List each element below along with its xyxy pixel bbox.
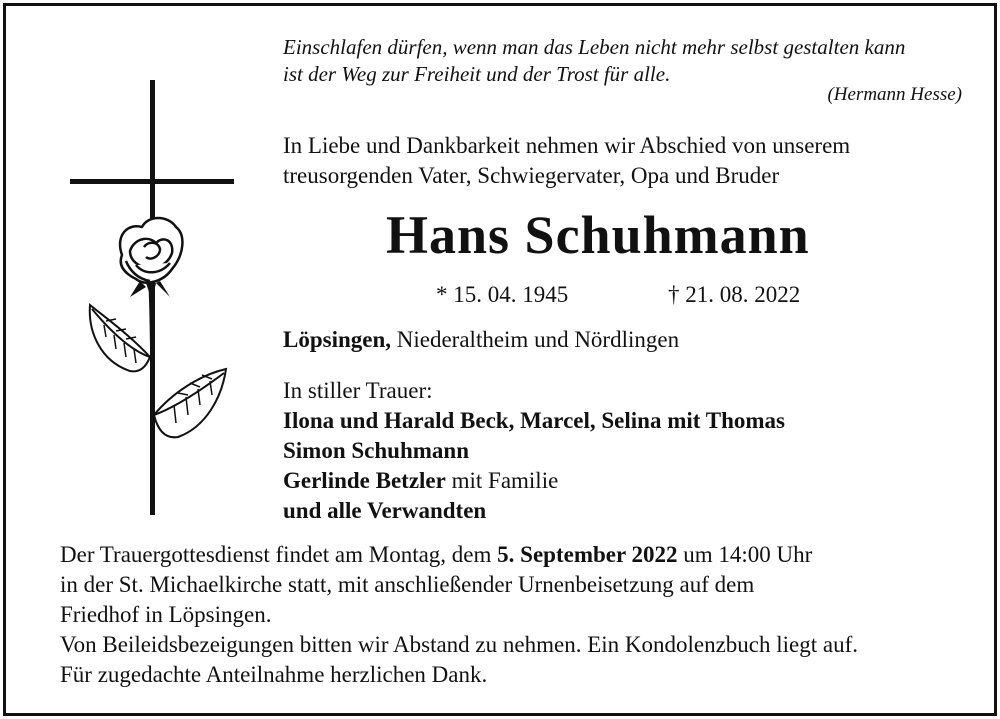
mourners-block xyxy=(283,376,785,526)
place-main: Löpsingen, xyxy=(283,327,392,352)
mourners-heading: In stiller Trauer: xyxy=(283,378,433,403)
mourner-suffix: mit Familie xyxy=(445,468,559,493)
hesse-quote xyxy=(283,34,905,88)
service-line xyxy=(60,540,858,570)
place-line xyxy=(283,327,679,353)
service-line: Friedhof in Löpsingen. xyxy=(60,602,272,627)
cross-with-rose-icon xyxy=(60,75,250,520)
thanks-line: Für zugedachte Anteilnahme herzlichen Dank. xyxy=(60,662,488,687)
service-text: Der Trauergottesdienst findet am Montag, dem xyxy=(60,542,498,567)
intro-text xyxy=(283,131,850,191)
birth-date: * 15. 04. 1945 xyxy=(436,282,569,307)
service-info xyxy=(60,540,858,660)
mourner-line: Simon Schuhmann xyxy=(283,438,469,463)
mourner-line: und alle Verwandten xyxy=(283,498,487,523)
quote-line: Einschlafen dürfen, wenn man das Leben nicht mehr selbst gestalten kann xyxy=(283,35,906,59)
service-line: in der St. Michaelkirche statt, mit anschließender Urnenbeisetzung auf dem xyxy=(60,572,755,597)
service-time: um 14:00 Uhr xyxy=(677,542,813,567)
quote-line: ist der Weg zur Freiheit und der Trost für alle. xyxy=(283,62,671,86)
mourner-name: Gerlinde Betzler xyxy=(283,468,446,493)
quote-author: (Hermann Hesse) xyxy=(827,84,962,105)
service-date: 5. September 2022 xyxy=(497,542,678,567)
death-date: † 21. 08. 2022 xyxy=(668,282,801,307)
deceased-name: Hans Schuhmann xyxy=(386,205,810,265)
intro-line: treusorgenden Vater, Schwiegervater, Opa und Bruder xyxy=(283,163,780,188)
service-line: Von Beileidsbezeigungen bitten wir Abstand zu nehmen. Ein Kondolenzbuch liegt auf. xyxy=(60,632,859,657)
place-rest: Niederaltheim und Nördlingen xyxy=(391,327,680,352)
mourner-line xyxy=(283,466,785,496)
intro-line: In Liebe und Dankbarkeit nehmen wir Abschied von unserem xyxy=(283,133,851,158)
mourner-line: Ilona und Harald Beck, Marcel, Selina mit Thomas xyxy=(283,408,786,433)
